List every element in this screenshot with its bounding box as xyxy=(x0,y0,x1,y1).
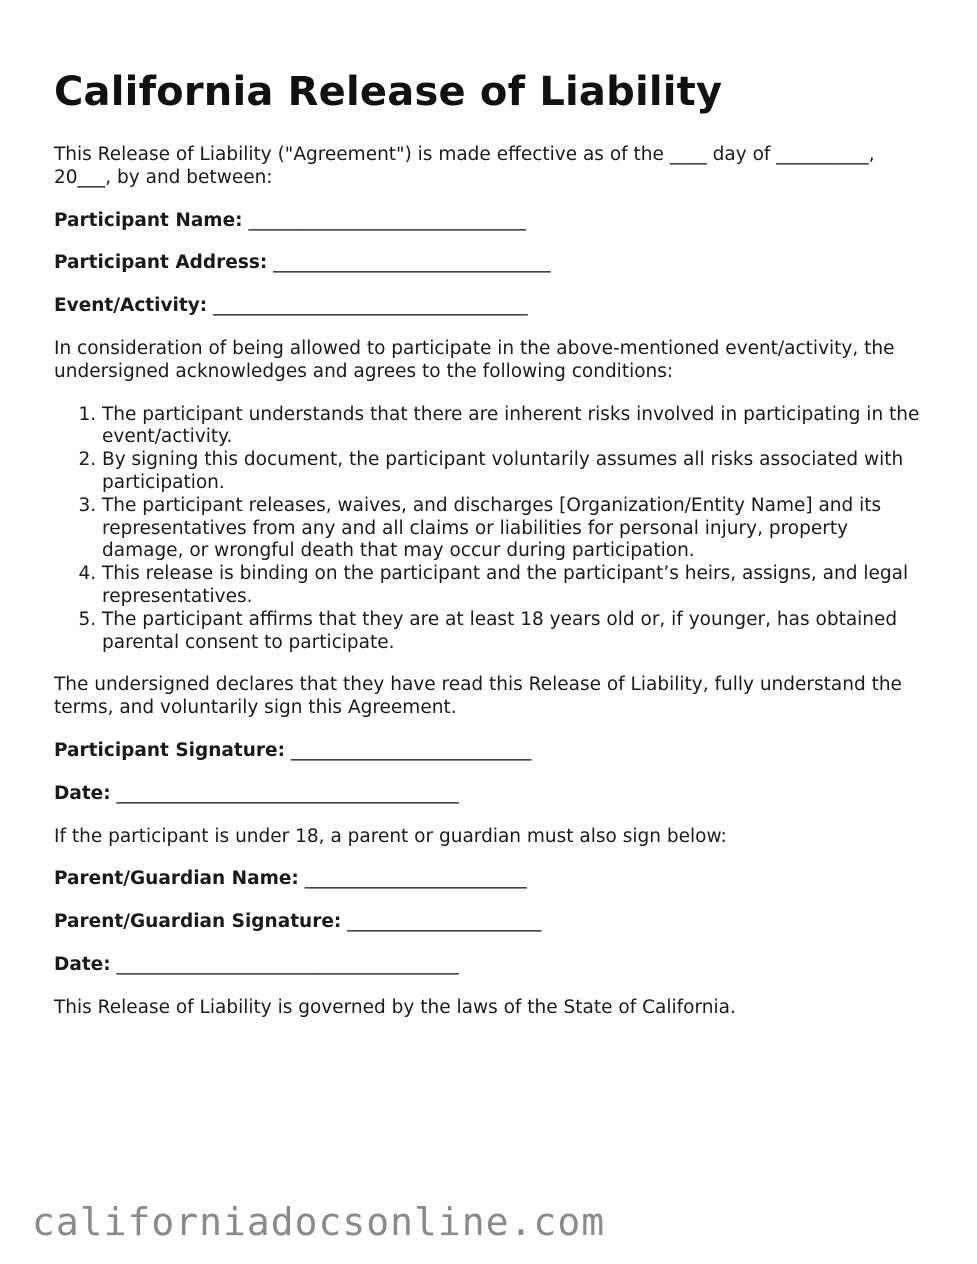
guardian-date-blank: _____________________________________ xyxy=(116,953,459,975)
guardian-date-field xyxy=(54,954,934,977)
participant-date-blank: _____________________________________ xyxy=(116,782,459,804)
participant-address-blank: ______________________________ xyxy=(273,252,551,274)
participant-name-field xyxy=(54,210,934,233)
participant-name-label: Participant Name: xyxy=(54,209,243,231)
condition-item: 2. By signing this document, the participant voluntarily assumes all risks associated with participation. xyxy=(102,449,934,495)
site-watermark: californiadocsonline.com xyxy=(32,1200,606,1244)
condition-item: 4. This release is binding on the participant and the participant’s heirs, assigns, and legal representatives. xyxy=(102,563,934,609)
governing-law-paragraph: This Release of Liability is governed by the laws of the State of California. xyxy=(54,996,736,1018)
condition-item: 3. The participant releases, waives, and discharges [Organization/Entity Name] and its representatives from any and all claims or liabilities for personal injury, property damage, or wrongful death that may occur during participation. xyxy=(102,495,934,563)
participant-address-label: Participant Address: xyxy=(54,252,268,274)
participant-signature-label: Participant Signature: xyxy=(54,739,285,761)
participant-date-field xyxy=(54,783,934,806)
guardian-name-field xyxy=(54,868,934,891)
consideration-paragraph: In consideration of being allowed to participate in the above-mentioned event/activity, the undersigned acknowledges and agrees to the following conditions: xyxy=(54,337,895,382)
minor-note: If the participant is under 18, a parent or guardian must also sign below: xyxy=(54,825,727,847)
conditions-list xyxy=(54,404,934,655)
participant-name-blank: ______________________________ xyxy=(248,209,526,231)
condition-item: 1. The participant understands that there are inherent risks involved in participating in the event/activity. xyxy=(102,404,934,450)
document-page xyxy=(54,68,934,1040)
event-activity-blank: __________________________________ xyxy=(213,295,528,317)
event-activity-label: Event/Activity: xyxy=(54,295,208,317)
condition-item: 5. The participant affirms that they are at least 18 years old or, if younger, has obtained parental consent to participate. xyxy=(102,609,934,655)
guardian-signature-field xyxy=(54,911,934,934)
guardian-name-label: Parent/Guardian Name: xyxy=(54,868,299,890)
participant-signature-field xyxy=(54,740,934,763)
document-title: California Release of Liability xyxy=(54,69,723,115)
guardian-signature-blank: _____________________ xyxy=(347,911,542,933)
participant-address-field xyxy=(54,252,934,275)
event-activity-field xyxy=(54,295,934,318)
guardian-signature-label: Parent/Guardian Signature: xyxy=(54,911,342,933)
participant-date-label: Date: xyxy=(54,782,111,804)
intro-paragraph: This Release of Liability ("Agreement") is made effective as of the ____ day of __________, 20___, by and between: xyxy=(54,144,875,188)
participant-signature-blank: __________________________ xyxy=(290,739,532,761)
declaration-paragraph: The undersigned declares that they have read this Release of Liability, fully understand the terms, and voluntarily sign this Agreement. xyxy=(54,674,902,719)
guardian-date-label: Date: xyxy=(54,953,111,975)
guardian-name-blank: ________________________ xyxy=(304,868,527,890)
